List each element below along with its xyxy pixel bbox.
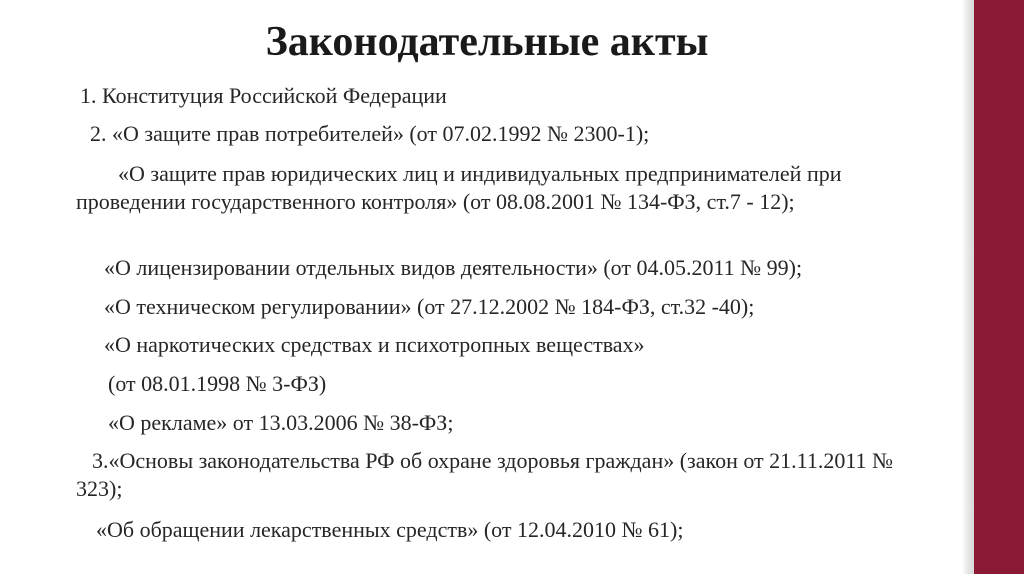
list-item-technical-regulation: «О техническом регулировании» (от 27.12.2002 № 184-ФЗ, ст.32 -40); (104, 294, 755, 319)
list-item-narcotics: «О наркотических средствах и психотропных веществах» (104, 332, 645, 357)
list-item-constitution: 1. Конституция Российской Федерации (80, 83, 447, 108)
slide-title: Законодательные акты (265, 19, 709, 65)
list-item-advertising: «О рекламе» от 13.03.2006 № 38-ФЗ; (108, 410, 454, 435)
list-item-licensing: «О лицензировании отдельных видов деятельности» (от 04.05.2011 № 99); (104, 255, 803, 280)
accent-side-band (974, 0, 1024, 574)
list-item-medicines: «Об обращении лекарственных средств» (от 12.04.2010 № 61); (96, 517, 684, 542)
list-item-health-protection-text: 3.«Основы законодательства РФ об охране здоровья граждан» (закон от 21.11.2011 № 323); (76, 448, 894, 501)
list-item-narcotics-date: (от 08.01.1998 № 3-ФЗ) (108, 371, 327, 396)
list-item-legal-entities-protection (76, 160, 956, 216)
list-item-legal-entities-text: «О защите прав юридических лиц и индивидуальных предпринимателей при проведении государственного контроля» (от 08.08.2001 № 134-ФЗ, ст.7 - 12); (76, 161, 842, 214)
list-item-health-protection (76, 447, 936, 503)
list-item-consumer-protection: 2. «О защите прав потребителей» (от 07.02.1992 № 2300-1); (90, 121, 650, 146)
side-divider (962, 0, 974, 574)
